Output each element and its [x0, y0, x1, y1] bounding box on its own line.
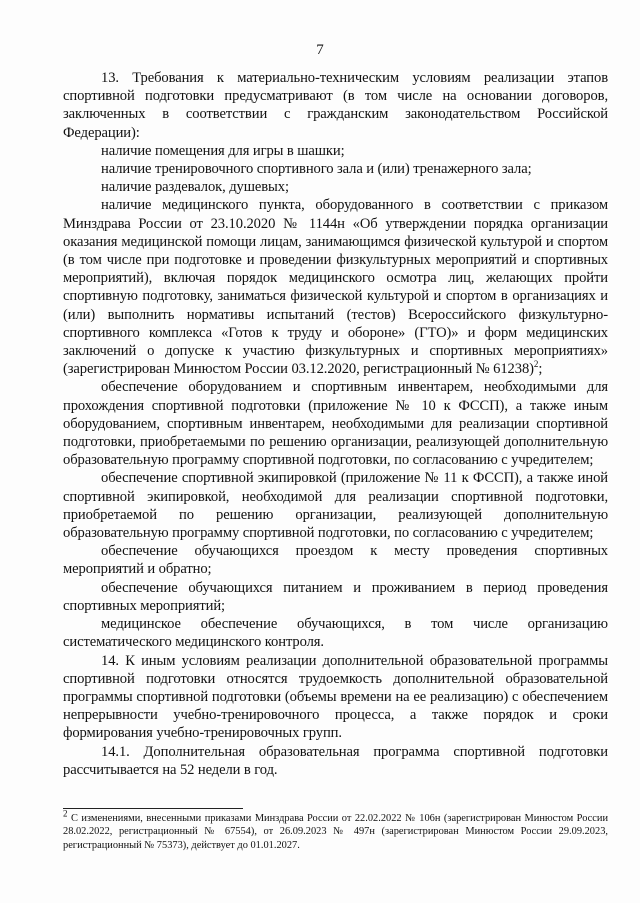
list-item-travel: обеспечение обучающихся проездом к месту проведения спортивных мероприятий и обратно;: [63, 543, 608, 578]
list-item-meals-lodging: обеспечение обучающихся питанием и проживанием в период проведения спортивных мероприятий;: [63, 579, 608, 614]
footnotes: [63, 808, 609, 852]
footnote-2: [63, 808, 609, 852]
footnote-divider: [63, 808, 243, 809]
medical-point-text: наличие медицинского пункта, оборудованного в соответствии с приказом Минздрава России от 23.10.2020 № 1144н «Об утверждении порядка организации оказания медицинской помощи лицам, занимающимся физической культурой и спортом (в том числе при подготовке и проведении физкультурных мероприятий и спортивных мероприятий), включая порядок медицинского осмотра лиц, желающих пройти спортивную подготовку, заниматься физической культурой и спортом в организациях и (или) выполнить нормативы испытаний (тестов) Всероссийского физкультурно-спортивного комплекса «Готов к труду и обороне» (ГТО)» и форм медицинских заключений о допуске к участию физкультурных и спортивных мероприятиях» (зарегистрирован Минюстом России 03.12.2020, регистрационный № 61238): [63, 197, 608, 378]
paragraph-13: 13. Требования к материально-техническим условиям реализации этапов спортивной подготовки предусматривают (в том числе на основании договоров, заключенных в соответствии с гражданским законодательством Российской Федерации):: [63, 70, 608, 141]
list-item-sports-gear: обеспечение спортивной экипировкой (приложение № 11 к ФССП), а также иной спортивной экипировкой, необходимой для реализации спортивной подготовки, приобретаемой по решению организации, реализующей дополнительную образовательную программу спортивной подготовки, по согласованию с учредителем;: [63, 470, 608, 542]
paragraph-14: 14. К иным условиям реализации дополнительной образовательной программы спортивной подготовки относятся трудоемкость дополнительной образовательной программы спортивной подготовки (объемы времени на ее реализацию) с обеспечением непрерывности учебно-тренировочного процесса, а также порядок и сроки формирования учебно-тренировочных групп.: [63, 652, 608, 742]
list-item-locker-rooms: наличие раздевалок, душевых;: [101, 179, 289, 196]
footnote-text: С изменениями, внесенными приказами Минздрава России от 22.02.2022 № 106н (зарегистрирован Минюстом России 28.02.2022, регистрационный № 67554), от 26.09.2023 № 497н (зарегистрирован Минюстом России 29.09.2023, регистрационный № 75373), действует до 01.01.2027.: [63, 813, 609, 851]
list-item-medical-point: [63, 196, 608, 378]
paragraph-14-1: 14.1. Дополнительная образовательная программа спортивной подготовки рассчитывается на 52 недели в год.: [63, 743, 608, 778]
list-item-checkers-room: наличие помещения для игры в шашки;: [101, 142, 345, 159]
footnote-marker: 2: [63, 808, 68, 819]
list-item-training-hall: наличие тренировочного спортивного зала и (или) тренажерного зала;: [101, 161, 532, 178]
list-item-equipment: обеспечение оборудованием и спортивным инвентарем, необходимыми для прохождения спортивной подготовки (приложение № 10 к ФССП), а также иным оборудованием, спортивным инвентарем, необходимыми для реализации спортивной подготовки, приобретаемыми по решению организации, реализующей дополнительную образовательную программу спортивной подготовки, по согласованию с учредителем;: [63, 379, 608, 469]
list-item-medical-support: медицинское обеспечение обучающихся, в том числе организацию систематического медицинского контроля.: [63, 616, 608, 651]
page-number: 7: [316, 42, 324, 58]
document-body: [63, 69, 608, 779]
footnote-reference-tail: ;: [538, 361, 543, 378]
footnote-reference: 2: [533, 359, 539, 370]
